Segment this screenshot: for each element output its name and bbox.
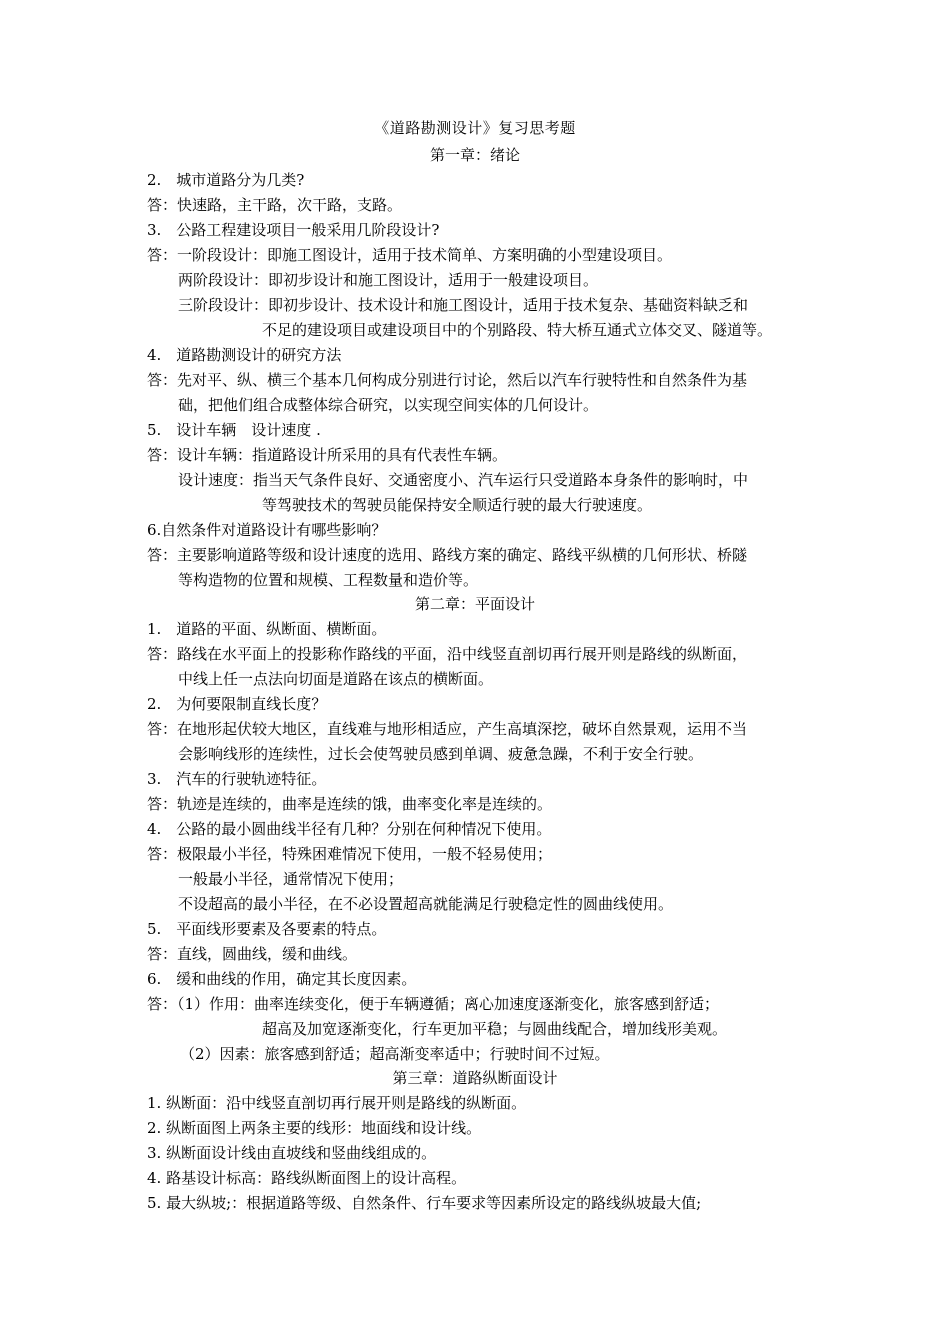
ch2-answer-6-line2: 超高及加宽逐渐变化，行车更加平稳；与圆曲线配合，增加线形美观。 [262,1020,728,1038]
ch1-answer-4-line2: 础，把他们组合成整体综合研究，以实现空间实体的几何设计。 [178,396,599,414]
ch2-answer-4-line2: 一般最小半径，通常情况下使用； [178,870,404,888]
ch1-answer-5-line1: 答：设计车辆：指道路设计所采用的具有代表性车辆。 [147,446,508,464]
ch2-answer-6-line1: 答：（1）作用：曲率连续变化，便于车辆遵循；离心加速度逐渐变化，旅客感到舒适； [147,995,720,1013]
ch2-answer-1-line1: 答：路线在水平面上的投影称作路线的平面，沿中线竖直剖切再行展开则是路线的纵断面， [147,645,748,663]
chapter-3-heading: 第三章：道路纵断面设计 [392,1069,558,1087]
ch1-question-4: 4. 道路勘测设计的研究方法 [147,346,342,364]
ch1-answer-5-line3: 等驾驶技术的驾驶员能保持安全顺适行驶的最大行驶速度。 [262,496,653,514]
chapter-1-heading: 第一章：绪论 [429,146,520,164]
ch1-answer-3-line4: 不足的建设项目或建设项目中的个别路段、特大桥互通式立体交叉、隧道等。 [262,321,773,339]
ch2-answer-3: 答：轨迹是连续的，曲率是连续的饿，曲率变化率是连续的。 [147,795,553,813]
ch2-answer-2-line1: 答：在地形起伏较大地区，直线难与地形相适应，产生高填深挖，破坏自然景观，运用不当 [147,720,748,738]
ch2-answer-1-line2: 中线上任一点法向切面是道路在该点的横断面。 [178,670,494,688]
ch1-question-5: 5. 设计车辆 设计速度 . [147,421,321,439]
ch1-question-6: 6.自然条件对道路设计有哪些影响？ [147,521,387,539]
ch2-answer-4-line3: 不设超高的最小半径，在不必设置超高就能满足行驶稳定性的圆曲线使用。 [178,895,674,913]
ch1-answer-4-line1: 答：先对平、纵、横三个基本几何构成分别进行讨论，然后以汽车行驶特性和自然条件为基 [147,371,748,389]
ch1-answer-3-line2: 两阶段设计：即初步设计和施工图设计，适用于一般建设项目。 [178,271,599,289]
ch3-item-3: 3. 纵断面设计线由直坡线和竖曲线组成的。 [147,1144,437,1162]
ch3-item-2: 2. 纵断面图上两条主要的线形：地面线和设计线。 [147,1119,482,1137]
chapter-2-heading: 第二章：平面设计 [414,595,535,613]
ch1-answer-3-line1: 答：一阶段设计：即施工图设计，适用于技术简单、方案明确的小型建设项目。 [147,246,673,264]
ch1-answer-5-line2: 设计速度：指当天气条件良好、交通密度小、汽车运行只受道路本身条件的影响时，中 [178,471,749,489]
ch2-answer-5: 答：直线，圆曲线，缓和曲线。 [147,945,358,963]
ch3-item-1: 1. 纵断面：沿中线竖直剖切再行展开则是路线的纵断面。 [147,1094,527,1112]
ch2-question-3: 3. 汽车的行驶轨迹特征。 [147,770,327,788]
ch1-question-3: 3. 公路工程建设项目一般采用几阶段设计? [147,221,440,239]
ch1-answer-2: 答：快速路，主干路，次干路，支路。 [147,196,403,214]
ch2-question-2: 2. 为何要限制直线长度？ [147,695,327,713]
ch2-question-5: 5. 平面线形要素及各要素的特点。 [147,920,387,938]
ch1-answer-6-line2: 等构造物的位置和规模、工程数量和造价等。 [178,571,479,589]
ch1-question-2: 2. 城市道路分为几类? [147,171,305,189]
ch2-answer-6-line3: （2）因素：旅客感到舒适；超高渐变率适中；行驶时间不过短。 [180,1045,610,1063]
document-title: 《道路勘测设计》复习思考题 [374,119,576,137]
ch2-question-4: 4. 公路的最小圆曲线半径有几种？分别在何种情况下使用。 [147,820,552,838]
ch2-answer-2-line2: 会影响线形的连续性，过长会使驾驶员感到单调、疲惫急躁，不利于安全行驶。 [178,745,704,763]
ch3-item-5: 5. 最大纵坡;：根据道路等级、自然条件、行车要求等因素所设定的路线纵坡最大值; [147,1194,702,1212]
ch2-answer-4-line1: 答：极限最小半径，特殊困难情况下使用，一般不轻易使用； [147,845,553,863]
ch3-item-4: 4. 路基设计标高：路线纵断面图上的设计高程。 [147,1169,467,1187]
ch2-question-6: 6. 缓和曲线的作用，确定其长度因素。 [147,970,417,988]
ch2-question-1: 1. 道路的平面、纵断面、横断面。 [147,620,387,638]
ch1-answer-3-line3: 三阶段设计：即初步设计、技术设计和施工图设计，适用于技术复杂、基础资料缺乏和 [178,296,749,314]
ch1-answer-6-line1: 答：主要影响道路等级和设计速度的选用、路线方案的确定、路线平纵横的几何形状、桥隧 [147,546,748,564]
